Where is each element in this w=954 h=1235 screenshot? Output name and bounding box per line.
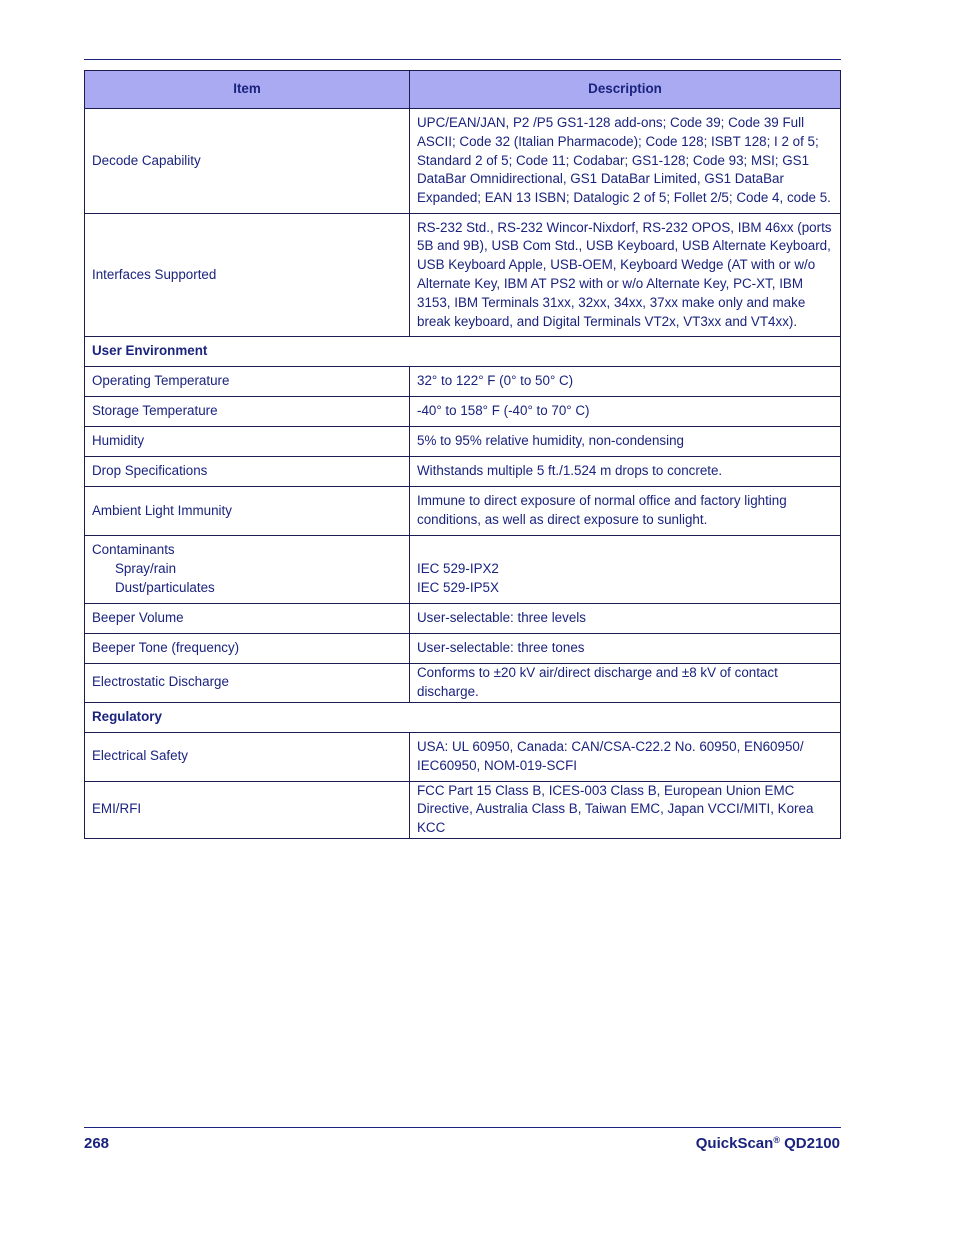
product-name: QuickScan	[695, 1135, 774, 1152]
item-cell: Humidity	[85, 427, 410, 457]
table-row	[85, 109, 841, 214]
footer-rule	[84, 1127, 841, 1128]
description-cell: User-selectable: three tones	[410, 634, 841, 664]
contaminants-sub-dust: Dust/particulates	[115, 579, 215, 595]
specifications-table	[84, 70, 841, 839]
contaminants-sub-spray: Spray/rain	[115, 561, 177, 577]
description-cell: RS-232 Std., RS-232 Wincor-Nixdorf, RS-232 OPOS, IBM 46xx (ports 5B and 9B), USB Com Std., USB Keyboard, USB Alternate Keyboard, USB Keyboard Apple, USB-OEM, Keyboard Wedge (AT with or w/o Alternate Key, IBM AT PS2 with or w/o Alternate Key, PC-XT, IBM 3153, IBM Terminals 31xx, 32xx, 34xx, 37xx make only and make break keyboard, and Digital Terminals VT2x, VT3xx and VT4xx).	[410, 214, 841, 337]
table-row	[85, 427, 841, 457]
table-row	[85, 604, 841, 634]
table-row	[85, 634, 841, 664]
table-row	[85, 397, 841, 427]
item-cell: Storage Temperature	[85, 397, 410, 427]
item-cell: Electrostatic Discharge	[85, 664, 410, 703]
contaminants-desc-spray: IEC 529-IPX2	[417, 561, 499, 577]
item-cell: Beeper Volume	[85, 604, 410, 634]
table-row	[85, 732, 841, 781]
table-row	[85, 367, 841, 397]
product-model: QD2100	[784, 1135, 840, 1152]
item-cell	[85, 536, 410, 604]
registered-mark: ®	[773, 1135, 780, 1145]
table-row	[85, 781, 841, 838]
table-header-row	[85, 71, 841, 109]
table-row	[85, 487, 841, 536]
description-cell: Immune to direct exposure of normal office and factory lighting conditions, as well as direct exposure to sunlight.	[410, 487, 841, 536]
description-cell	[410, 536, 841, 604]
description-cell: -40° to 158° F (-40° to 70° C)	[410, 397, 841, 427]
section-row	[85, 337, 841, 367]
item-cell: Beeper Tone (frequency)	[85, 634, 410, 664]
description-cell: User-selectable: three levels	[410, 604, 841, 634]
item-cell: Decode Capability	[85, 109, 410, 214]
section-heading-regulatory: Regulatory	[85, 702, 841, 732]
item-cell: Operating Temperature	[85, 367, 410, 397]
header-rule	[84, 59, 841, 60]
description-cell: Withstands multiple 5 ft./1.524 m drops to concrete.	[410, 457, 841, 487]
description-cell: 32° to 122° F (0° to 50° C)	[410, 367, 841, 397]
product-title	[696, 1135, 840, 1152]
item-cell: Ambient Light Immunity	[85, 487, 410, 536]
table-row	[85, 457, 841, 487]
description-cell: UPC/EAN/JAN, P2 /P5 GS1-128 add-ons; Code 39; Code 39 Full ASCII; Code 32 (Italian Pharmacode); Code 128; ISBT 128; I 2 of 5; Standard 2 of 5; Code 11; Codabar; GS1-128; Code 93; MSI; GS1 DataBar Omnidirectional, GS1 DataBar Limited, GS1 DataBar Expanded; EAN 13 ISBN; Datalogic 2 of 5; Follet 2/5; Code 4, code 5.	[410, 109, 841, 214]
contaminants-desc-dust: IEC 529-IP5X	[417, 579, 499, 595]
item-cell: Interfaces Supported	[85, 214, 410, 337]
description-cell: 5% to 95% relative humidity, non-condensing	[410, 427, 841, 457]
item-cell: EMI/RFI	[85, 781, 410, 838]
description-cell: FCC Part 15 Class B, ICES-003 Class B, European Union EMC Directive, Australia Class B, Taiwan EMC, Japan VCCI/MITI, Korea KCC	[410, 781, 841, 838]
section-row	[85, 702, 841, 732]
contaminants-label: Contaminants	[92, 542, 175, 558]
column-header-item: Item	[85, 71, 410, 109]
page-number: 268	[84, 1135, 110, 1152]
section-heading-user-environment: User Environment	[85, 337, 841, 367]
table-row	[85, 214, 841, 337]
table-row	[85, 536, 841, 604]
column-header-description: Description	[410, 71, 841, 109]
table-row	[85, 664, 841, 703]
description-cell: Conforms to ±20 kV air/direct discharge and ±8 kV of contact discharge.	[410, 664, 841, 703]
item-cell: Electrical Safety	[85, 732, 410, 781]
item-cell: Drop Specifications	[85, 457, 410, 487]
description-cell: USA: UL 60950, Canada: CAN/CSA-C22.2 No. 60950, EN60950/ IEC60950, NOM-019-SCFI	[410, 732, 841, 781]
